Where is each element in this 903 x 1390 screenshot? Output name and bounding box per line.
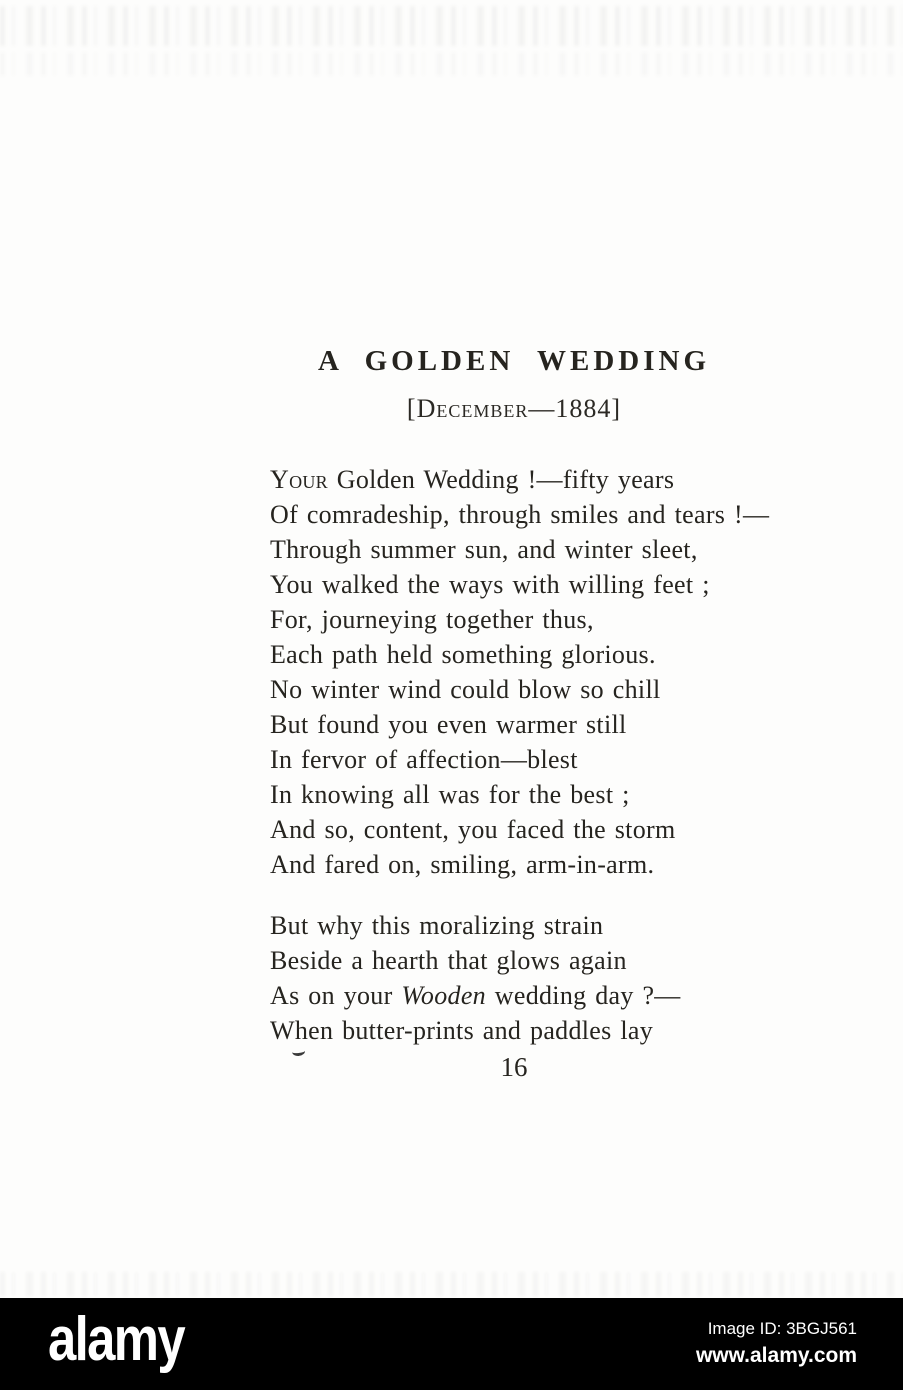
poem-title: A GOLDEN WEDDING [317, 345, 711, 378]
scan-ghost-texture-bottom [0, 1272, 903, 1296]
poem [270, 462, 769, 1048]
poem-line: Through summer sun, and winter sleet, [270, 535, 698, 564]
poem-line: Of comradeship, through smiles and tears !— [270, 500, 770, 529]
poem-line: And fared on, smiling, arm-in-arm. [270, 850, 655, 879]
poem-line: But found you even warmer still [270, 710, 627, 739]
poem-line: No winter wind could blow so chill [270, 675, 661, 704]
poem-dateline: [December—1884] [406, 394, 622, 423]
scan-ghost-texture-top-2 [0, 52, 903, 76]
image-id-text: Image ID: 3BGJ561 [707, 1319, 857, 1339]
stanza [270, 462, 769, 882]
poem-line: You walked the ways with willing feet ; [270, 570, 710, 599]
page-number: 16 [500, 1052, 528, 1082]
alamy-url-text: www.alamy.com [695, 1344, 857, 1368]
poem-line: As on your Wooden wedding day ?— [270, 981, 681, 1010]
poem-line: And so, content, you faced the storm [270, 815, 676, 844]
poem-line: For, journeying together thus, [270, 605, 594, 634]
poem-line: Each path held something glorious. [270, 640, 656, 669]
poem-line: Beside a hearth that glows again [270, 946, 627, 975]
poem-line: But why this moralizing strain [270, 911, 604, 940]
watermark-bar [0, 1298, 903, 1390]
stanza [270, 908, 769, 1048]
alamy-logo: alamy [48, 1305, 184, 1374]
watermark-meta [696, 1318, 857, 1369]
poem-line: Your Golden Wedding !—fifty years [270, 465, 675, 494]
poem-line: When butter-prints and paddles lay [270, 1016, 654, 1045]
poem-line: In knowing all was for the best ; [270, 780, 630, 809]
scan-ghost-texture-top [0, 6, 903, 46]
poem-line: In fervor of affection—blest [270, 745, 578, 774]
